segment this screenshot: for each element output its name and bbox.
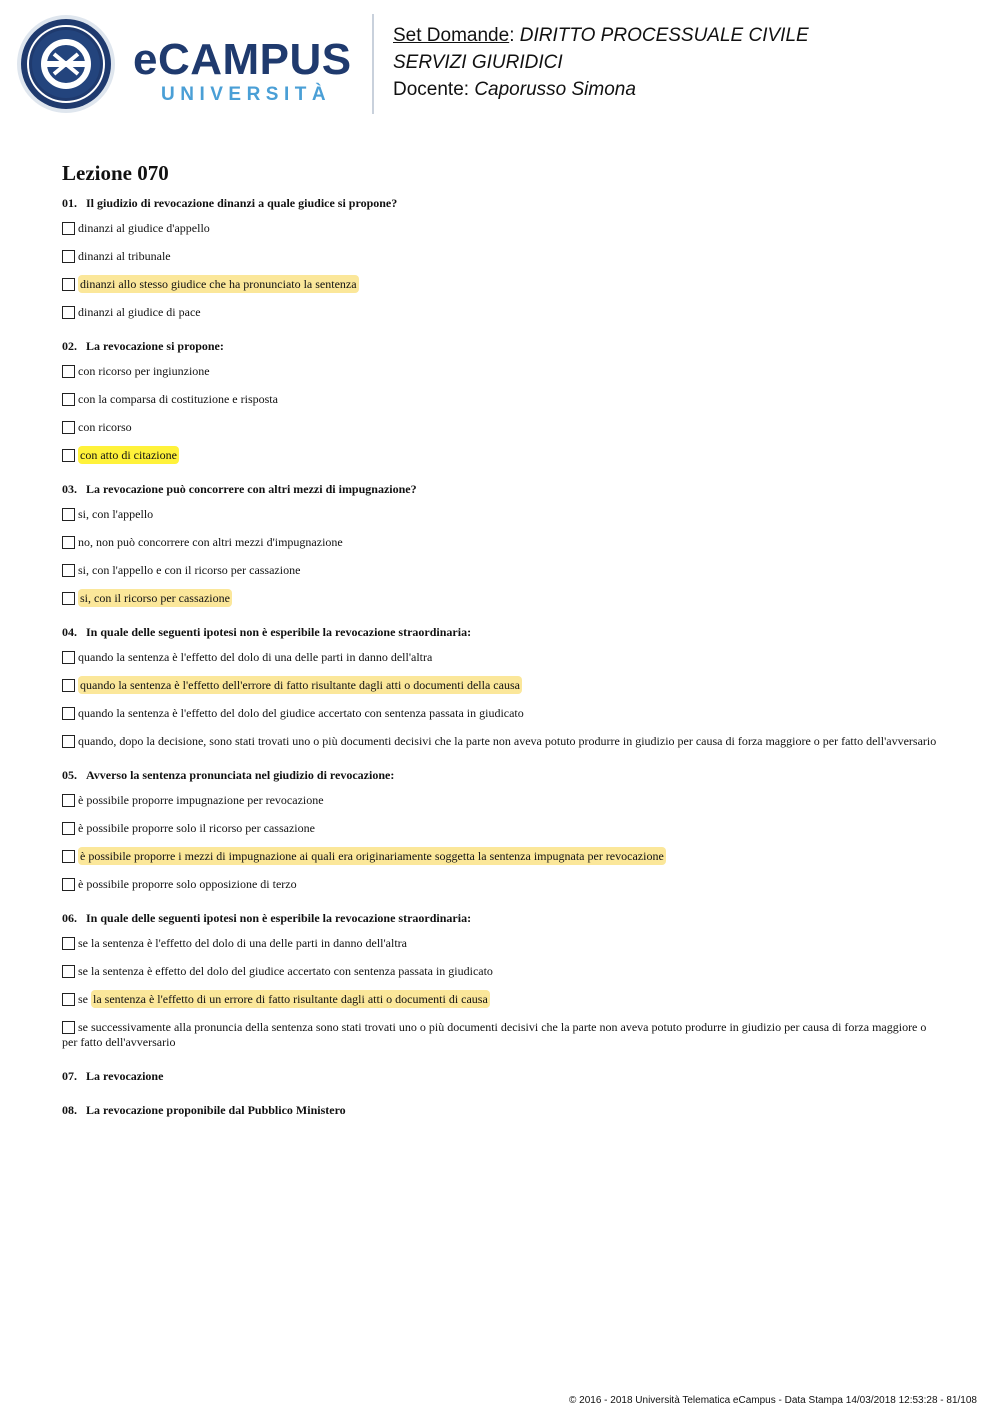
- set-label: Set Domande: [393, 25, 510, 46]
- answer-option: [62, 734, 942, 749]
- answer-checkbox[interactable]: [62, 822, 75, 835]
- answer-text: quando la sentenza è l'effetto del dolo di una delle parti in danno dell'altra: [78, 650, 433, 664]
- answer-checkbox[interactable]: [62, 850, 75, 863]
- answer-option: [62, 678, 942, 693]
- answer-option: [62, 563, 942, 578]
- answer-checkbox[interactable]: [62, 878, 75, 891]
- teacher-name: Caporusso Simona: [474, 79, 636, 100]
- answer-option: [62, 591, 942, 606]
- question-text: [62, 910, 942, 926]
- question-text: [62, 195, 942, 211]
- question-05: [62, 767, 942, 892]
- answer-option: [62, 793, 942, 808]
- answer-text-highlighted: è possibile proporre i mezzi di impugnazione ai quali era originariamente soggetta la sentenza impugnata per revocazione: [80, 849, 664, 863]
- question-list: [62, 195, 942, 1118]
- course-info: [393, 22, 983, 103]
- answer-checkbox[interactable]: [62, 679, 75, 692]
- course-title: DIRITTO PROCESSUALE CIVILE: [519, 25, 809, 46]
- teacher-line: [393, 76, 983, 103]
- answer-checkbox[interactable]: [62, 1021, 75, 1034]
- answer-option: [62, 877, 942, 892]
- answer-option: [62, 964, 942, 979]
- answer-text: con ricorso: [78, 420, 132, 434]
- answer-checkbox[interactable]: [62, 365, 75, 378]
- answer-text: con la comparsa di costituzione e risposta: [78, 392, 278, 406]
- answer-option: [62, 936, 942, 951]
- question-number: 07.: [62, 1069, 77, 1083]
- answer-option: [62, 277, 942, 292]
- answer-option: [62, 448, 942, 463]
- question-label: In quale delle seguenti ipotesi non è esperibile la revocazione straordinaria:: [86, 625, 472, 639]
- page-footer: © 2016 - 2018 Università Telematica eCampus - Data Stampa 14/03/2018 12:53:28 - 81/108: [569, 1395, 977, 1406]
- answer-checkbox[interactable]: [62, 393, 75, 406]
- answer-option: [62, 849, 942, 864]
- answer-option: [62, 221, 942, 236]
- question-text: [62, 481, 942, 497]
- answer-prefix: se: [78, 992, 91, 1006]
- question-number: 04.: [62, 625, 77, 639]
- answer-checkbox[interactable]: [62, 508, 75, 521]
- answer-checkbox[interactable]: [62, 794, 75, 807]
- answer-text-highlighted: si, con il ricorso per cassazione: [80, 591, 230, 605]
- answer-option: [62, 821, 942, 836]
- question-label: Il giudizio di revocazione dinanzi a quale giudice si propone?: [86, 196, 398, 210]
- answer-checkbox[interactable]: [62, 937, 75, 950]
- answer-text-highlighted: la sentenza è l'effetto di un errore di fatto risultante dagli atti o documenti di causa: [93, 992, 488, 1006]
- header-divider: [372, 14, 374, 114]
- question-text: [62, 767, 942, 783]
- answer-text: dinanzi al giudice d'appello: [78, 221, 210, 235]
- question-02: [62, 338, 942, 463]
- answer-text: si, con l'appello: [78, 507, 154, 521]
- answer-option: [62, 1020, 942, 1050]
- ecampus-logo-icon: [16, 14, 116, 114]
- answer-checkbox[interactable]: [62, 536, 75, 549]
- question-label: La revocazione può concorrere con altri mezzi di impugnazione?: [86, 482, 417, 496]
- question-label: In quale delle seguenti ipotesi non è esperibile la revocazione straordinaria:: [86, 911, 472, 925]
- question-text: [62, 338, 942, 354]
- question-text: [62, 1102, 942, 1118]
- answer-text: si, con l'appello e con il ricorso per cassazione: [78, 563, 301, 577]
- question-04: [62, 624, 942, 749]
- answer-text: è possibile proporre solo il ricorso per cassazione: [78, 821, 315, 835]
- answer-text: no, non può concorrere con altri mezzi d'impugnazione: [78, 535, 343, 549]
- answer-option: [62, 420, 942, 435]
- course-subtitle-line: [393, 49, 983, 76]
- answer-checkbox[interactable]: [62, 735, 75, 748]
- question-label: La revocazione si propone:: [86, 339, 224, 353]
- answer-option: [62, 535, 942, 550]
- question-08: [62, 1102, 942, 1118]
- question-text: [62, 624, 942, 640]
- answer-text: se successivamente alla pronuncia della sentenza sono stati trovati uno o più documenti decisivi che la parte non aveva potuto produrre in giudizio per causa di forza maggiore o per fatto dell'avversario: [62, 1020, 927, 1049]
- answer-option: [62, 364, 942, 379]
- answer-text: dinanzi al giudice di pace: [78, 305, 201, 319]
- answer-option: [62, 650, 942, 665]
- answer-option: [62, 706, 942, 721]
- question-number: 05.: [62, 768, 77, 782]
- answer-option: [62, 305, 942, 320]
- answer-text: con ricorso per ingiunzione: [78, 364, 210, 378]
- brand-name: eCAMPUS: [133, 35, 352, 84]
- answer-text-highlighted: dinanzi allo stesso giudice che ha pronunciato la sentenza: [80, 277, 357, 291]
- answer-checkbox[interactable]: [62, 250, 75, 263]
- set-separator: :: [509, 25, 520, 46]
- question-06: [62, 910, 942, 1050]
- brand-wordmark: [133, 35, 358, 106]
- question-set: [62, 160, 942, 1136]
- answer-checkbox[interactable]: [62, 564, 75, 577]
- question-label: Avverso la sentenza pronunciata nel giudizio di revocazione:: [86, 768, 395, 782]
- question-07: [62, 1068, 942, 1084]
- answer-text: se la sentenza è l'effetto del dolo di una delle parti in danno dell'altra: [78, 936, 407, 950]
- answer-checkbox[interactable]: [62, 421, 75, 434]
- question-01: [62, 195, 942, 320]
- course-subtitle: SERVIZI GIURIDICI: [393, 52, 563, 73]
- answer-text: dinanzi al tribunale: [78, 249, 171, 263]
- brand-subtitle: UNIVERSITÀ: [161, 84, 332, 105]
- answer-option: [62, 992, 942, 1007]
- answer-text-highlighted: con atto di citazione: [80, 448, 177, 462]
- answer-checkbox[interactable]: [62, 707, 75, 720]
- answer-checkbox[interactable]: [62, 222, 75, 235]
- course-title-line: [393, 22, 983, 49]
- answer-option: [62, 249, 942, 264]
- answer-checkbox[interactable]: [62, 651, 75, 664]
- lesson-title: Lezione 070: [62, 161, 169, 185]
- teacher-label: Docente:: [393, 79, 475, 100]
- answer-checkbox[interactable]: [62, 306, 75, 319]
- answer-checkbox[interactable]: [62, 449, 75, 462]
- page-header: [0, 0, 1000, 130]
- answer-text: se la sentenza è effetto del dolo del giudice accertato con sentenza passata in giudicato: [78, 964, 493, 978]
- answer-checkbox[interactable]: [62, 278, 75, 291]
- question-label: La revocazione proponibile dal Pubblico Ministero: [86, 1103, 346, 1117]
- question-number: 08.: [62, 1103, 77, 1117]
- answer-text: quando la sentenza è l'effetto del dolo del giudice accertato con sentenza passata in giudicato: [78, 706, 524, 720]
- answer-checkbox[interactable]: [62, 592, 75, 605]
- answer-option: [62, 392, 942, 407]
- question-number: 06.: [62, 911, 77, 925]
- question-text: [62, 1068, 942, 1084]
- answer-text: è possibile proporre impugnazione per revocazione: [78, 793, 324, 807]
- question-number: 01.: [62, 196, 77, 210]
- question-label: La revocazione: [86, 1069, 164, 1083]
- answer-checkbox[interactable]: [62, 993, 75, 1006]
- answer-option: [62, 507, 942, 522]
- answer-checkbox[interactable]: [62, 965, 75, 978]
- question-number: 02.: [62, 339, 77, 353]
- answer-text: è possibile proporre solo opposizione di terzo: [78, 877, 297, 891]
- question-03: [62, 481, 942, 606]
- answer-text-highlighted: quando la sentenza è l'effetto dell'errore di fatto risultante dagli atti o documenti della causa: [80, 678, 520, 692]
- question-number: 03.: [62, 482, 77, 496]
- answer-text: quando, dopo la decisione, sono stati trovati uno o più documenti decisivi che la parte non aveva potuto produrre in giudizio per causa di forza maggiore o per fatto dell'avversario: [78, 734, 937, 748]
